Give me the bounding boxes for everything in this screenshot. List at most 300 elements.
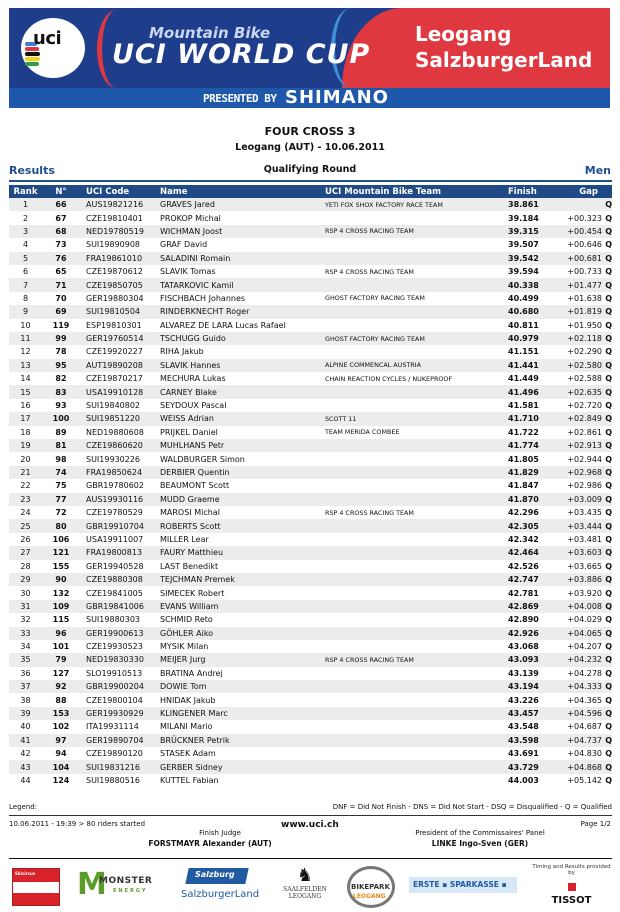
rank-cell: 6 [22,267,29,277]
uci-code-cell: GBR19910704 [80,519,154,532]
bib-number-cell: 90 [42,573,80,586]
table-row [9,734,612,747]
swiss-cross-icon [568,883,576,891]
status-cell: Q [602,760,612,773]
finish-time-cell: 42.526 [508,561,539,571]
gap-cell: +04.830 [567,749,602,759]
finish-time-cell: 40.499 [508,293,539,303]
uci-code-cell: CZE19780529 [86,508,143,518]
uci-logo-text: uci [33,28,62,49]
rank-cell: 38 [20,695,31,705]
status-cell: Q [602,359,612,372]
gap-cell: +01.819 [554,305,602,318]
finish-time-cell: 40.811 [508,320,539,330]
table-row [9,533,612,546]
table-row [9,439,612,452]
footer-divider [9,815,612,816]
gap-cell: +02.861 [567,427,602,437]
rank-cell: 7 [9,278,42,291]
team-cell [319,747,502,760]
uci-code-cell: CZE19870612 [86,267,143,277]
gap-cell: +02.913 [554,439,602,452]
finish-judge-name: FORSTMAYR Alexander (AUT) [148,839,272,848]
team-cell [319,278,502,291]
rider-name-cell: PROKOP Michal [160,213,221,223]
uci-code-cell: SUI19840802 [86,401,141,411]
rank-cell: 24 [20,508,31,518]
finish-time-cell: 43.068 [508,642,539,652]
status-cell: Q [605,668,612,678]
finish-time-cell: 39.507 [508,240,539,250]
uci-code-cell: CZE19850705 [80,278,154,291]
team-cell [319,252,502,265]
status-cell: Q [602,627,612,640]
rider-name-cell: RINDERKNECHT Roger [154,305,319,318]
header-status [602,185,612,198]
bib-number-cell: 97 [42,734,80,747]
table-row [9,305,612,318]
bib-number-cell: 96 [42,627,80,640]
gap-cell: +04.365 [567,695,602,705]
tissot-logo-icon [529,864,614,910]
finish-time-cell: 39.315 [502,225,554,238]
team-cell [319,439,502,452]
status-cell: Q [605,267,612,277]
table-row [9,332,612,345]
status-cell: Q [605,749,612,759]
team-cell [319,640,502,653]
team-cell [319,345,502,358]
rider-name-cell: PRIJKEL Daniel [160,427,218,437]
team-cell [319,560,502,573]
monster-claw-icon: M [77,867,107,902]
team-cell: SCOTT 11 [319,412,502,425]
presented-by: PRESENTED BY [203,92,277,105]
uci-code-cell: GER19930929 [80,707,154,720]
event-banner [9,8,610,108]
status-cell: Q [605,508,612,518]
rider-name-cell: DERBIER Quentin [154,466,319,479]
finish-time-cell: 41.774 [502,439,554,452]
finish-time-cell: 42.342 [508,534,539,544]
status-cell: Q [605,347,612,357]
rider-name-cell: ROBERTS Scott [154,519,319,532]
rank-cell: 1 [9,198,42,211]
uci-code-cell: GER19890704 [80,734,154,747]
uci-code-cell: AUS19930116 [80,493,154,506]
skicircus-logo-icon [12,868,60,906]
uci-code-cell: SUI19851220 [80,412,154,425]
finish-time-cell: 40.979 [502,332,554,345]
team-cell [319,627,502,640]
rank-cell: 30 [20,588,31,598]
gap-cell: +03.920 [567,588,602,598]
table-row [9,586,612,599]
uci-code-cell: GBR19841006 [80,600,154,613]
table-row [9,519,612,532]
finish-time-cell: 44.003 [508,775,539,785]
finish-time-cell: 41.581 [508,401,539,411]
gap-cell: +00.733 [567,267,602,277]
table-row [9,627,612,640]
erste-sparkasse-logo-icon [409,877,517,893]
status-cell: Q [605,240,612,250]
rank-cell: 11 [9,332,42,345]
status-cell: Q [602,198,612,211]
finish-judge-role: Finish Judge [199,829,241,837]
header-uci-code: UCI Code [80,185,154,198]
gap-cell: +04.737 [554,734,602,747]
rider-name-cell: EVANS William [154,600,319,613]
team-cell [319,519,502,532]
table-row [9,385,612,398]
rank-cell: 5 [9,252,42,265]
flag-band [13,882,59,893]
gap-cell: +02.588 [567,374,602,384]
status-cell: Q [602,332,612,345]
rider-name-cell: WALDBURGER Simon [160,454,245,464]
bib-number-cell: 115 [52,615,70,625]
table-row [9,238,612,251]
saalfelden-leogang-logo-icon [275,866,335,908]
rank-cell: 41 [9,734,42,747]
bikepark-text: BIKEPARK [351,883,390,891]
status-cell: Q [605,320,612,330]
team-cell: GHOST FACTORY RACING TEAM [319,332,502,345]
bib-number-cell: 98 [55,454,67,464]
gap-cell: +01.950 [567,320,602,330]
legend-text: DNF = Did Not Finish - DNS = Did Not Start - DSQ = Disqualified - Q = Qualified [332,803,612,811]
event-subtitle: Leogang (AUT) - 10.06.2011 [235,142,385,153]
rank-cell: 8 [22,293,29,303]
uci-code-cell: GER19900613 [80,627,154,640]
finish-time-cell: 43.226 [508,695,539,705]
rank-cell: 43 [9,760,42,773]
rank-cell: 20 [20,454,31,464]
table-row [9,359,612,372]
status-cell: Q [605,695,612,705]
uci-code-cell: NED19880608 [86,427,144,437]
gap-cell: +02.986 [567,481,602,491]
print-timestamp: 10.06.2011 - 19:39 > 80 riders started [9,820,146,828]
rank-cell: 15 [9,385,42,398]
finish-time-cell: 41.449 [508,374,539,384]
rider-name-cell: MECHURA Lukas [160,374,226,384]
rider-name-cell: TATARKOVIC Kamil [154,278,319,291]
tissot-text: TISSOT [551,895,592,906]
finish-time-cell: 38.861 [502,198,554,211]
bib-number-cell: 99 [42,332,80,345]
skicircus-text: Skicircus [15,871,36,876]
uci-code-cell: GER19940528 [86,561,144,571]
gap-cell: +04.008 [554,600,602,613]
monster-sub-text: ENERGY [113,888,148,894]
rider-name-cell: MILANI Mario [160,722,213,732]
rider-name-cell: BRÜCKNER Petrik [154,734,319,747]
team-cell [319,680,502,693]
team-cell: RSP 4 CROSS RACING TEAM [325,267,414,276]
bikepark-leogang-logo-icon [347,866,395,908]
rider-name-cell: TEJCHMAN Premek [154,573,319,586]
status-cell: Q [605,775,612,785]
team-cell [319,586,502,599]
bib-number-cell: 74 [42,466,80,479]
shimano-logo: SHIMANO [285,87,389,108]
status-cell: Q [602,385,612,398]
rank-cell: 21 [9,466,42,479]
rank-cell: 17 [9,412,42,425]
venue-line-1: Leogang [415,22,512,46]
rider-name-cell: DOWIE Tom [154,680,319,693]
rider-name-cell: WICHMAN Joost [154,225,319,238]
team-cell [319,774,502,787]
status-cell: Q [602,653,612,666]
uci-code-cell: ESP19810301 [86,320,142,330]
table-row [9,707,612,720]
team-cell [319,667,502,680]
table-row [9,653,612,666]
bib-number-cell: 82 [55,374,67,384]
finish-time-cell: 39.594 [508,267,539,277]
table-row [9,560,612,573]
finish-time-cell: 41.722 [508,427,539,437]
bib-number-cell: 100 [42,412,80,425]
table-row [9,198,612,211]
table-row [9,265,612,278]
status-cell: Q [602,734,612,747]
uci-code-cell: AUT19890208 [80,359,154,372]
status-cell: Q [605,561,612,571]
rider-name-cell: MAROSI Michal [160,508,220,518]
table-row [9,613,612,626]
table-row [9,452,612,465]
uci-code-cell: USA19910128 [80,385,154,398]
uci-code-cell: SUI19810504 [80,305,154,318]
rank-cell: 16 [20,401,31,411]
rank-cell: 37 [9,680,42,693]
status-cell: Q [602,466,612,479]
bib-number-cell: 121 [42,546,80,559]
status-cell: Q [605,427,612,437]
uci-code-cell: GER19760514 [80,332,154,345]
table-row [9,720,612,733]
status-cell: Q [602,600,612,613]
gap-cell: +02.944 [567,454,602,464]
team-cell: TEAM MERIDA COMBEE [325,428,400,437]
bib-number-cell: 72 [55,508,67,518]
table-row [9,252,612,265]
table-row [9,479,612,492]
rank-cell: 14 [20,374,31,384]
finish-time-cell: 43.139 [508,668,539,678]
gap-cell: +02.849 [554,412,602,425]
finish-time-cell: 43.691 [508,749,539,759]
rank-cell: 32 [20,615,31,625]
bib-number-cell: 106 [52,534,70,544]
bikepark-leogang-text: LEOGANG [353,893,386,900]
team-cell: GHOST FACTORY RACING TEAM [325,294,425,303]
gap-cell: +03.481 [567,534,602,544]
header-name: Name [154,185,319,198]
bib-number-cell: 88 [55,695,67,705]
table-header-row [9,185,612,198]
rider-name-cell: FAURY Matthieu [154,546,319,559]
gap-cell: +04.687 [567,722,602,732]
table-row [9,774,612,787]
results-body [9,198,612,787]
banner-subtitle: Mountain Bike [149,24,271,42]
uci-code-cell: GER19880304 [86,293,144,303]
status-cell: Q [605,588,612,598]
rank-cell: 28 [20,561,31,571]
team-cell: YETI FOX SHOX FACTORY RACE TEAM [319,198,502,211]
rider-name-cell: CARNEY Blake [154,385,319,398]
table-row [9,600,612,613]
finish-time-cell: 43.093 [502,653,554,666]
gap-cell: +02.968 [554,466,602,479]
banner-title: UCI WORLD CUP [112,39,371,70]
team-cell [319,466,502,479]
status-cell: Q [605,454,612,464]
results-label: Results [9,164,55,177]
bib-number-cell: 80 [42,519,80,532]
rider-name-cell: MILLER Lear [160,534,209,544]
category-label: Men [584,164,611,177]
status-cell: Q [605,642,612,652]
rank-cell: 26 [20,534,31,544]
salzburgerland-text: SalzburgerLand [181,889,260,900]
rank-cell: 23 [9,493,42,506]
gap-cell: +03.603 [554,546,602,559]
uci-code-cell: SUI19880303 [86,615,141,625]
finish-time-cell: 42.747 [502,573,554,586]
lion-head-icon: ♞ [296,865,314,886]
rider-name-cell: KLINGENER Marc [154,707,319,720]
legend-label: Legend: [9,803,38,811]
team-cell [319,399,502,412]
bib-number-cell: 66 [42,198,80,211]
finish-time-cell: 42.926 [502,627,554,640]
gap-cell: +04.065 [554,627,602,640]
table-row [9,211,612,224]
rank-cell: 3 [9,225,42,238]
uci-code-cell: ITA19931114 [86,722,139,732]
table-row [9,372,612,385]
finish-time-cell: 41.805 [508,454,539,464]
rank-cell: 39 [9,707,42,720]
team-cell [319,546,502,559]
status-cell: Q [605,293,612,303]
team-cell [319,707,502,720]
gap-cell: +02.290 [567,347,602,357]
gap-cell: +03.444 [554,519,602,532]
uci-code-cell: FRA19850624 [80,466,154,479]
round-label: Qualifying Round [263,164,357,175]
rank-cell: 25 [9,519,42,532]
team-cell: RSP 4 CROSS RACING TEAM [319,225,502,238]
timing-provider-text: Timing and Results provided by [532,864,611,876]
team-cell [319,573,502,586]
finish-time-cell: 43.729 [502,760,554,773]
finish-time-cell: 40.338 [502,278,554,291]
table-row [9,319,612,332]
header-rank: Rank [9,185,42,198]
team-cell: RSP 4 CROSS RACING TEAM [325,508,414,517]
rank-cell: 22 [20,481,31,491]
team-cell [319,693,502,706]
rank-cell: 31 [9,600,42,613]
gap-cell: +00.323 [567,213,602,223]
status-cell: Q [602,707,612,720]
rank-cell: 4 [22,240,29,250]
team-cell [319,238,502,251]
uci-code-cell: CZE19870217 [86,374,143,384]
rider-name-cell: MEIJER Jurg [154,653,319,666]
team-cell [319,211,502,224]
status-cell: Q [602,493,612,506]
uci-code-cell: CZE19800104 [86,695,143,705]
uci-code-cell: CZE19880308 [80,573,154,586]
bib-number-cell: 83 [42,385,80,398]
bib-number-cell: 68 [42,225,80,238]
gap-cell: +04.333 [554,680,602,693]
rider-name-cell: ALVAREZ DE LARA Lucas Rafael [160,320,286,330]
rider-name-cell: SLAVIK Tomas [160,267,216,277]
rider-name-cell: MUHLHANS Petr [154,439,319,452]
team-cell: ALPINE COMMENCAL AUSTRIA [319,359,502,372]
team-cell [319,600,502,613]
gap-cell: +04.596 [554,707,602,720]
rider-name-cell: KUTTEL Fabian [160,775,219,785]
gap-cell: +00.454 [554,225,602,238]
rider-name-cell: STASEK Adam [160,749,216,759]
finish-time-cell: 41.496 [502,385,554,398]
salzburgerland-logo-icon [181,868,261,906]
team-cell [319,760,502,773]
uci-code-cell: SUI19831216 [80,760,154,773]
bib-number-cell: 69 [42,305,80,318]
bib-number-cell: 89 [55,427,67,437]
uci-code-cell: SLO19910513 [86,668,143,678]
leogang-text: LEOGANG [288,893,322,900]
rank-cell: 36 [20,668,31,678]
rank-cell: 13 [9,359,42,372]
uci-code-cell: NED19830330 [80,653,154,666]
table-row [9,278,612,291]
rank-cell: 35 [9,653,42,666]
bib-number-cell: 92 [42,680,80,693]
bib-number-cell: 153 [42,707,80,720]
finish-time-cell: 43.457 [502,707,554,720]
uci-code-cell: CZE19920227 [86,347,143,357]
bib-number-cell: 95 [42,359,80,372]
bib-number-cell: 127 [52,668,70,678]
salzburg-badge-text: Salzburg [195,870,235,879]
status-cell: Q [602,225,612,238]
uci-url-link[interactable]: www.uci.ch [281,820,339,830]
rider-name-cell: MYSIK Milan [160,642,209,652]
uci-code-cell: GBR19900204 [80,680,154,693]
bib-number-cell: 119 [52,320,70,330]
team-cell: RSP 4 CROSS RACING TEAM [319,653,502,666]
rider-name-cell: BRATINA Andrej [160,668,223,678]
uci-code-cell: CZE19860620 [80,439,154,452]
uci-code-cell: NED19780519 [80,225,154,238]
sponsor-strip [9,864,612,910]
finish-time-cell: 43.194 [502,680,554,693]
rider-name-cell: GRAVES Jared [154,198,319,211]
rider-name-cell: WEISS Adrian [154,412,319,425]
